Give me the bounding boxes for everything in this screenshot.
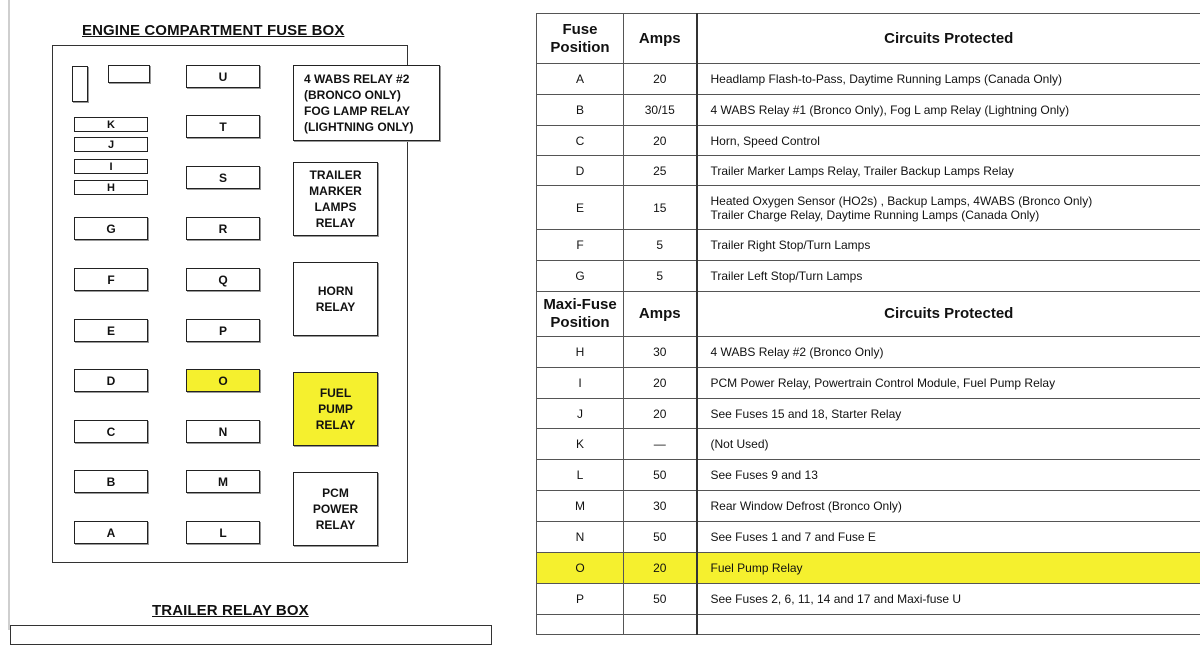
- table-row[interactable]: P 50 See Fuses 2, 6, 11, 14 and 17 and Maxi-fuse U: [537, 584, 1200, 615]
- table-row[interactable]: N 50 See Fuses 1 and 7 and Fuse E: [537, 522, 1200, 553]
- fuse-slot-l[interactable]: L: [186, 521, 260, 544]
- table-row[interactable]: I 20 PCM Power Relay, Powertrain Control Module, Fuel Pump Relay: [537, 368, 1200, 399]
- fuse-slot-s[interactable]: S: [186, 166, 260, 189]
- table-row[interactable]: D 25 Trailer Marker Lamps Relay, Trailer Backup Lamps Relay: [537, 156, 1200, 186]
- wabs-fog-lamp-relay[interactable]: 4 WABS RELAY #2 (BRONCO ONLY) FOG LAMP RELAY (LIGHTNING ONLY): [293, 65, 440, 141]
- table-row[interactable]: A 20 Headlamp Flash-to-Pass, Daytime Running Lamps (Canada Only): [537, 64, 1200, 95]
- trailer-marker-lamps-relay[interactable]: TRAILER MARKER LAMPS RELAY: [293, 162, 378, 236]
- trailer-relay-box-title: TRAILER RELAY BOX: [152, 602, 309, 619]
- table-row[interactable]: G 5 Trailer Left Stop/Turn Lamps: [537, 261, 1200, 292]
- maxi-position-header: Maxi-Fuse Position: [537, 292, 624, 337]
- fuse-slot-u[interactable]: U: [186, 65, 260, 88]
- table-row-highlighted[interactable]: O 20 Fuel Pump Relay: [537, 553, 1200, 584]
- fuse-table-container: [536, 13, 1200, 635]
- fuse-table-header: [537, 14, 1200, 64]
- fuse-slot-n[interactable]: N: [186, 420, 260, 443]
- maxi-amps-header: Amps: [624, 292, 697, 337]
- fuse-slot-f[interactable]: F: [74, 268, 148, 291]
- trailer-relay-box: [10, 625, 492, 645]
- table-row[interactable]: F 5 Trailer Right Stop/Turn Lamps: [537, 230, 1200, 261]
- page-edge-line: [8, 0, 10, 630]
- fuse-slot-e[interactable]: E: [74, 319, 148, 342]
- fuse-slot-o-highlighted[interactable]: O: [186, 369, 260, 392]
- table-row[interactable]: H 30 4 WABS Relay #2 (Bronco Only): [537, 337, 1200, 368]
- fuse-slot-k[interactable]: K: [74, 117, 148, 132]
- table-row[interactable]: L 50 See Fuses 9 and 13: [537, 460, 1200, 491]
- horn-relay[interactable]: HORN RELAY: [293, 262, 378, 336]
- fuse-slot-q[interactable]: Q: [186, 268, 260, 291]
- fuse-slot-d[interactable]: D: [74, 369, 148, 392]
- circuits-header: Circuits Protected: [697, 14, 1200, 64]
- fuel-pump-relay-highlighted[interactable]: FUEL PUMP RELAY: [293, 372, 378, 446]
- maxi-table-header: [537, 292, 1200, 337]
- table-row[interactable]: E 15 Heated Oxygen Sensor (HO2s) , Backup Lamps, 4WABS (Bronco Only) Trailer Charge Relay, Daytime Running Lamps (Canada Only): [537, 186, 1200, 230]
- fuse-slot-t[interactable]: T: [186, 115, 260, 138]
- fuse-slot-a[interactable]: A: [74, 521, 148, 544]
- unlabeled-slot-horizontal[interactable]: [108, 65, 150, 83]
- table-row[interactable]: K — (Not Used): [537, 429, 1200, 460]
- engine-fuse-box-title: ENGINE COMPARTMENT FUSE BOX: [82, 22, 344, 39]
- table-row-partial: [537, 615, 1200, 635]
- pcm-power-relay[interactable]: PCM POWER RELAY: [293, 472, 378, 546]
- fuse-slot-i[interactable]: I: [74, 159, 148, 174]
- fuse-table: [536, 13, 1200, 635]
- amps-header: Amps: [624, 14, 697, 64]
- table-row[interactable]: M 30 Rear Window Defrost (Bronco Only): [537, 491, 1200, 522]
- fuse-slot-g[interactable]: G: [74, 217, 148, 240]
- table-row[interactable]: B 30/15 4 WABS Relay #1 (Bronco Only), Fog L amp Relay (Lightning Only): [537, 95, 1200, 126]
- fuse-slot-b[interactable]: B: [74, 470, 148, 493]
- fuse-slot-c[interactable]: C: [74, 420, 148, 443]
- maxi-circuits-header: Circuits Protected: [697, 292, 1200, 337]
- fuse-position-header: Fuse Position: [537, 14, 624, 64]
- table-row[interactable]: J 20 See Fuses 15 and 18, Starter Relay: [537, 399, 1200, 429]
- fuse-slot-p[interactable]: P: [186, 319, 260, 342]
- fuse-slot-r[interactable]: R: [186, 217, 260, 240]
- fuse-slot-m[interactable]: M: [186, 470, 260, 493]
- fuse-slot-j[interactable]: J: [74, 137, 148, 152]
- table-row[interactable]: C 20 Horn, Speed Control: [537, 126, 1200, 156]
- unlabeled-slot-vertical[interactable]: [72, 66, 88, 102]
- fuse-slot-h[interactable]: H: [74, 180, 148, 195]
